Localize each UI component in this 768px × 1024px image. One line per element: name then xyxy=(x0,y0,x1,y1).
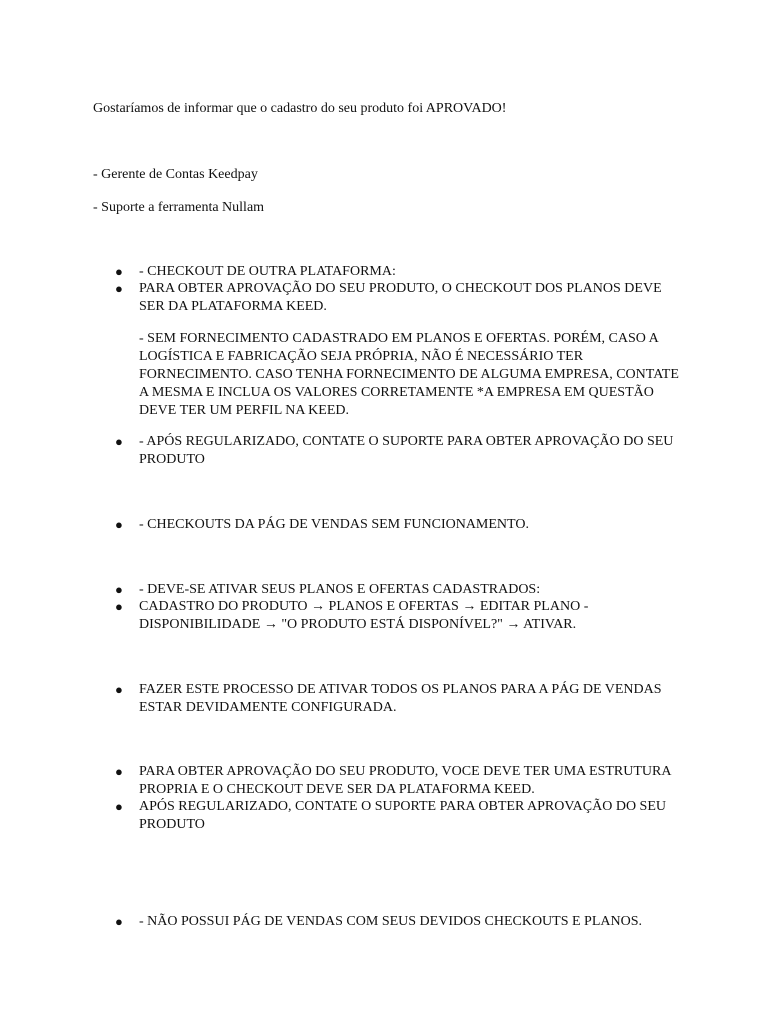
list-item-text: - NÃO POSSUI PÁG DE VENDAS COM SEUS DEVIDOS CHECKOUTS E PLANOS. xyxy=(139,914,643,929)
bullet-icon: ● xyxy=(115,799,123,814)
list-item xyxy=(115,598,675,634)
paragraph-text: - SEM FORNECIMENTO CADASTRADO EM PLANOS E OFERTAS. PORÉM, CASO A LOGÍSTICA E FABRICAÇÃO SEJA PRÓPRIA, NÃO É NECESSÁRIO TER FORNECIMENTO. CASO TENHA FORNECIMENTO DE ALGUMA EMPRESA, CONTATE A MESMA E INCLUA OS VALORES CORRETAMENTE *A EMPRESA EM QUESTÃO DEVE TER UM PERFIL NA KEED. xyxy=(139,331,679,418)
list-item-text: PARA OBTER APROVAÇÃO DO SEU PRODUTO, VOCE DEVE TER UMA ESTRUTURA PROPRIA E O CHECKOUT DEVE SER DA PLATAFORMA KEED. xyxy=(139,764,671,797)
contact-line: - Suporte a ferramenta Nullam xyxy=(93,200,265,215)
bullet-icon: ● xyxy=(115,281,123,296)
list-item xyxy=(115,798,675,834)
bullet-icon: ● xyxy=(115,264,123,279)
list-item-text: CADASTRO DO PRODUTO → PLANOS E OFERTAS → EDITAR PLANO - DISPONIBILIDADE → "O PRODUTO ESTÁ DISPONÍVEL?" → ATIVAR. xyxy=(139,599,589,632)
list-item xyxy=(115,516,675,534)
contact-line: - Gerente de Contas Keedpay xyxy=(93,167,258,182)
bullet-icon: ● xyxy=(115,599,123,614)
list-item xyxy=(115,913,675,931)
list-item-text: - CHECKOUTS DA PÁG DE VENDAS SEM FUNCIONAMENTO. xyxy=(139,517,529,532)
list-item-text: - CHECKOUT DE OUTRA PLATAFORMA: xyxy=(139,264,396,279)
bullet-icon: ● xyxy=(115,582,123,597)
list-item xyxy=(115,581,675,599)
list-item xyxy=(115,681,675,717)
list-item xyxy=(115,433,675,469)
list-item-text: - APÓS REGULARIZADO, CONTATE O SUPORTE PARA OBTER APROVAÇÃO DO SEU PRODUTO xyxy=(139,434,674,467)
bullet-icon: ● xyxy=(115,517,123,532)
list-item-text: FAZER ESTE PROCESSO DE ATIVAR TODOS OS PLANOS PARA A PÁG DE VENDAS ESTAR DEVIDAMENTE CONFIGURADA. xyxy=(139,682,662,715)
bullet-icon: ● xyxy=(115,682,123,697)
list-item xyxy=(115,763,675,799)
intro-text: Gostaríamos de informar que o cadastro do seu produto foi APROVADO! xyxy=(93,101,507,116)
list-item xyxy=(115,263,675,281)
list-item-text: PARA OBTER APROVAÇÃO DO SEU PRODUTO, O CHECKOUT DOS PLANOS DEVE SER DA PLATAFORMA KEED. xyxy=(139,281,662,314)
bullet-icon: ● xyxy=(115,914,123,929)
list-item xyxy=(115,280,675,316)
bullet-icon: ● xyxy=(115,764,123,779)
list-item-text: APÓS REGULARIZADO, CONTATE O SUPORTE PARA OBTER APROVAÇÃO DO SEU PRODUTO xyxy=(139,799,666,832)
list-item-text: - DEVE-SE ATIVAR SEUS PLANOS E OFERTAS CADASTRADOS: xyxy=(139,582,541,597)
bullet-icon: ● xyxy=(115,434,123,449)
